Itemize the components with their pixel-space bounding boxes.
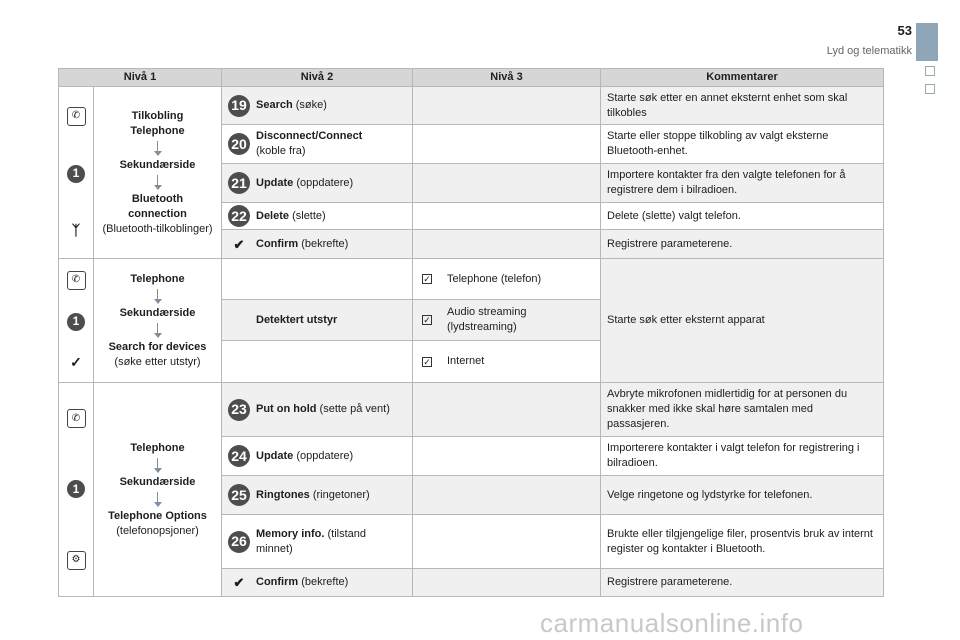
empty-cell xyxy=(413,230,601,259)
checkbox-icon: ✓ xyxy=(423,274,431,284)
row-comment: Velge ringetone og lydstyrke for telefonen. xyxy=(601,476,884,515)
row-label: Ringtones xyxy=(256,488,310,501)
row-comment: Importerere kontakter i valgt telefon for registrering i bilradioen. xyxy=(601,437,884,476)
phone-icon: ✆ xyxy=(67,271,86,290)
row-label: Search xyxy=(256,99,293,111)
group2-level1 xyxy=(94,259,222,383)
row-comment: Registrere parameterene. xyxy=(601,569,884,597)
check-icon: ✔ xyxy=(233,236,245,252)
level1-text: Telephone xyxy=(130,272,185,285)
step-badge: 26 xyxy=(228,531,250,553)
row-label: Update xyxy=(256,176,294,189)
empty-cell xyxy=(413,476,601,515)
table-row xyxy=(222,569,413,597)
level1-text: Tilkobling xyxy=(131,109,184,122)
square-marker xyxy=(925,66,935,76)
level2-label: Detektert utstyr xyxy=(256,313,338,326)
option-label: Internet xyxy=(447,355,485,367)
row-sublabel: (oppdatere) xyxy=(293,449,354,462)
option-row xyxy=(413,341,601,383)
level1-text: Search for devices xyxy=(108,340,207,353)
level1-text: Sekundærside xyxy=(119,475,196,488)
row-comment: Starte søk etter en annet eksternt enhet som skal tilkobles xyxy=(601,87,884,125)
row-label: Confirm xyxy=(256,576,299,588)
row-sublabel: (bekrefte) xyxy=(298,576,349,588)
down-arrow-icon xyxy=(154,458,162,473)
header-nivaa2: Nivå 2 xyxy=(222,68,413,87)
bluetooth-icon: ᛉ xyxy=(71,221,81,238)
table-row xyxy=(222,230,413,259)
row-label: Memory info. xyxy=(256,527,325,540)
header-nivaa3: Nivå 3 xyxy=(413,68,601,87)
table-row xyxy=(222,300,413,341)
row-label: Update xyxy=(256,449,294,462)
row-sublabel: (oppdatere) xyxy=(293,176,354,189)
table-row xyxy=(222,476,413,515)
search-devices-icon: ✓ xyxy=(70,353,82,370)
level1-text: (telefonopsjoner) xyxy=(116,524,199,537)
row-sublabel: (bekrefte) xyxy=(298,237,349,250)
empty-cell xyxy=(413,125,601,164)
checkbox-icon: ✓ xyxy=(423,315,431,325)
row-label: Disconnect/Connect xyxy=(256,130,363,142)
step-badge: 19 xyxy=(228,95,250,117)
check-icon: ✔ xyxy=(233,575,245,590)
empty-cell xyxy=(413,515,601,569)
step-badge: 1 xyxy=(67,313,85,331)
step-badge: 24 xyxy=(228,445,250,467)
step-badge: 22 xyxy=(228,205,250,227)
row-label: Delete xyxy=(256,209,290,222)
table-row xyxy=(222,164,413,203)
row-comment: Importere kontakter fra den valgte telefonen for å registrere dem i bilradioen. xyxy=(601,164,884,203)
level1-text: Sekundærside xyxy=(119,158,196,171)
row-label: Put on hold xyxy=(256,403,317,415)
row-comment: Brukte eller tilgjengelige filer, prosentvis bruk av internt register og kontakter i Bluetooth. xyxy=(601,515,884,569)
row-comment: Registrere parameterene. xyxy=(601,230,884,259)
empty-cell xyxy=(413,383,601,437)
option-row xyxy=(413,259,601,300)
table-row xyxy=(222,437,413,476)
phone-icon: ✆ xyxy=(67,409,86,428)
chapter-tab xyxy=(916,23,938,61)
level1-text: Telephone xyxy=(130,441,185,454)
level1-text: connection xyxy=(128,207,187,220)
step-badge: 23 xyxy=(228,399,250,421)
table-row xyxy=(222,383,413,437)
down-arrow-icon xyxy=(154,289,162,304)
table-row xyxy=(222,87,413,125)
header-nivaa1: Nivå 1 xyxy=(58,68,222,87)
level1-text: Telephone Options xyxy=(108,509,207,522)
row-comment: Starte søk etter eksternt apparat xyxy=(601,259,884,383)
row-sublabel: (søke) xyxy=(292,99,327,111)
row-label: Confirm xyxy=(256,237,299,250)
row-sublabel: (koble fra) xyxy=(256,145,306,157)
step-badge: 20 xyxy=(228,133,250,155)
group1-level1 xyxy=(94,87,222,259)
option-row xyxy=(413,300,601,341)
phone-icon: ✆ xyxy=(67,107,86,126)
row-comment: Starte eller stoppe tilkobling av valgt eksterne Bluetooth-enhet. xyxy=(601,125,884,164)
level1-text: Sekundærside xyxy=(119,306,196,319)
level1-text: (Bluetooth-tilkoblinger) xyxy=(102,222,213,235)
level1-text: Bluetooth xyxy=(131,192,184,205)
menu-table xyxy=(58,68,884,597)
down-arrow-icon xyxy=(154,492,162,507)
option-label: Telephone (telefon) xyxy=(447,272,542,285)
down-arrow-icon xyxy=(154,141,162,156)
row-sublabel: (sette på vent) xyxy=(316,403,390,415)
step-badge: 1 xyxy=(67,480,85,498)
section-title: Lyd og telematikk xyxy=(826,45,912,57)
group1-icons xyxy=(58,87,94,259)
empty-cell xyxy=(413,87,601,125)
empty-cell xyxy=(413,164,601,203)
empty-cell xyxy=(413,203,601,230)
table-row xyxy=(222,203,413,230)
table-row xyxy=(222,515,413,569)
group2-icons xyxy=(58,259,94,383)
empty-cell xyxy=(413,569,601,597)
row-sublabel: (tilstand minnet) xyxy=(256,527,367,555)
square-marker xyxy=(925,84,935,94)
checkbox-icon: ✓ xyxy=(423,356,431,367)
option-label: Audio streaming (lydstreaming) xyxy=(447,306,527,333)
row-comment: Delete (slette) valgt telefon. xyxy=(601,203,884,230)
empty-cell xyxy=(413,437,601,476)
down-arrow-icon xyxy=(154,175,162,190)
row-sublabel: (slette) xyxy=(289,209,326,222)
watermark: carmanualsonline.info xyxy=(540,608,804,638)
down-arrow-icon xyxy=(154,323,162,338)
group3-level1 xyxy=(94,383,222,597)
step-badge: 21 xyxy=(228,172,250,194)
step-badge: 25 xyxy=(228,484,250,506)
level1-text: Telephone xyxy=(130,124,185,137)
step-badge: 1 xyxy=(67,165,85,183)
row-sublabel: (ringetoner) xyxy=(309,488,370,501)
empty-cell xyxy=(222,341,413,383)
table-row xyxy=(222,125,413,164)
empty-cell xyxy=(222,259,413,300)
page-number: 53 xyxy=(897,23,912,38)
phone-settings-icon: ⚙ xyxy=(67,551,86,570)
level1-text: (søke etter utstyr) xyxy=(114,355,201,368)
header-kommentarer: Kommentarer xyxy=(601,68,884,87)
group3-icons xyxy=(58,383,94,597)
row-comment: Avbryte mikrofonen midlertidig for at personen du snakker med ikke skal høre samtalen med passasjeren. xyxy=(601,383,884,437)
